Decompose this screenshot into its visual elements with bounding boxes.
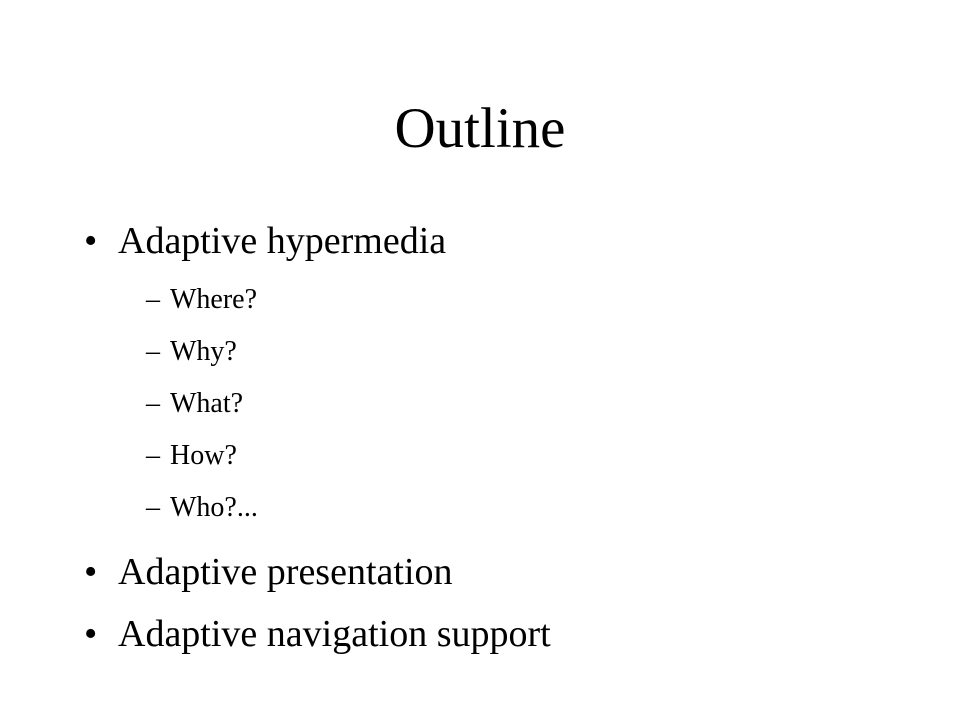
dash-icon: – [146, 336, 160, 367]
bullet-icon: • [84, 613, 98, 655]
sub-item [146, 492, 258, 524]
sub-item [146, 440, 237, 472]
sub-item-text: What? [170, 388, 244, 419]
sub-item-text: Why? [170, 336, 237, 367]
dash-icon: – [146, 492, 160, 523]
bullet-text: Adaptive navigation support [118, 613, 551, 655]
sub-item-text: Where? [170, 284, 258, 315]
bullet-item [84, 219, 446, 263]
dash-icon: – [146, 440, 160, 471]
sub-item-text: How? [170, 440, 237, 471]
bullet-item [84, 550, 453, 594]
bullet-text: Adaptive hypermedia [118, 220, 447, 262]
bullet-item [84, 612, 551, 656]
bullet-icon: • [84, 220, 98, 262]
bullet-icon: • [84, 551, 98, 593]
sub-item-text: Who?... [170, 492, 258, 523]
bullet-text: Adaptive presentation [118, 551, 453, 593]
dash-icon: – [146, 388, 160, 419]
sub-item [146, 284, 257, 316]
slide-title: Outline [394, 97, 566, 160]
sub-item [146, 336, 237, 368]
dash-icon: – [146, 284, 160, 315]
sub-item [146, 388, 243, 420]
